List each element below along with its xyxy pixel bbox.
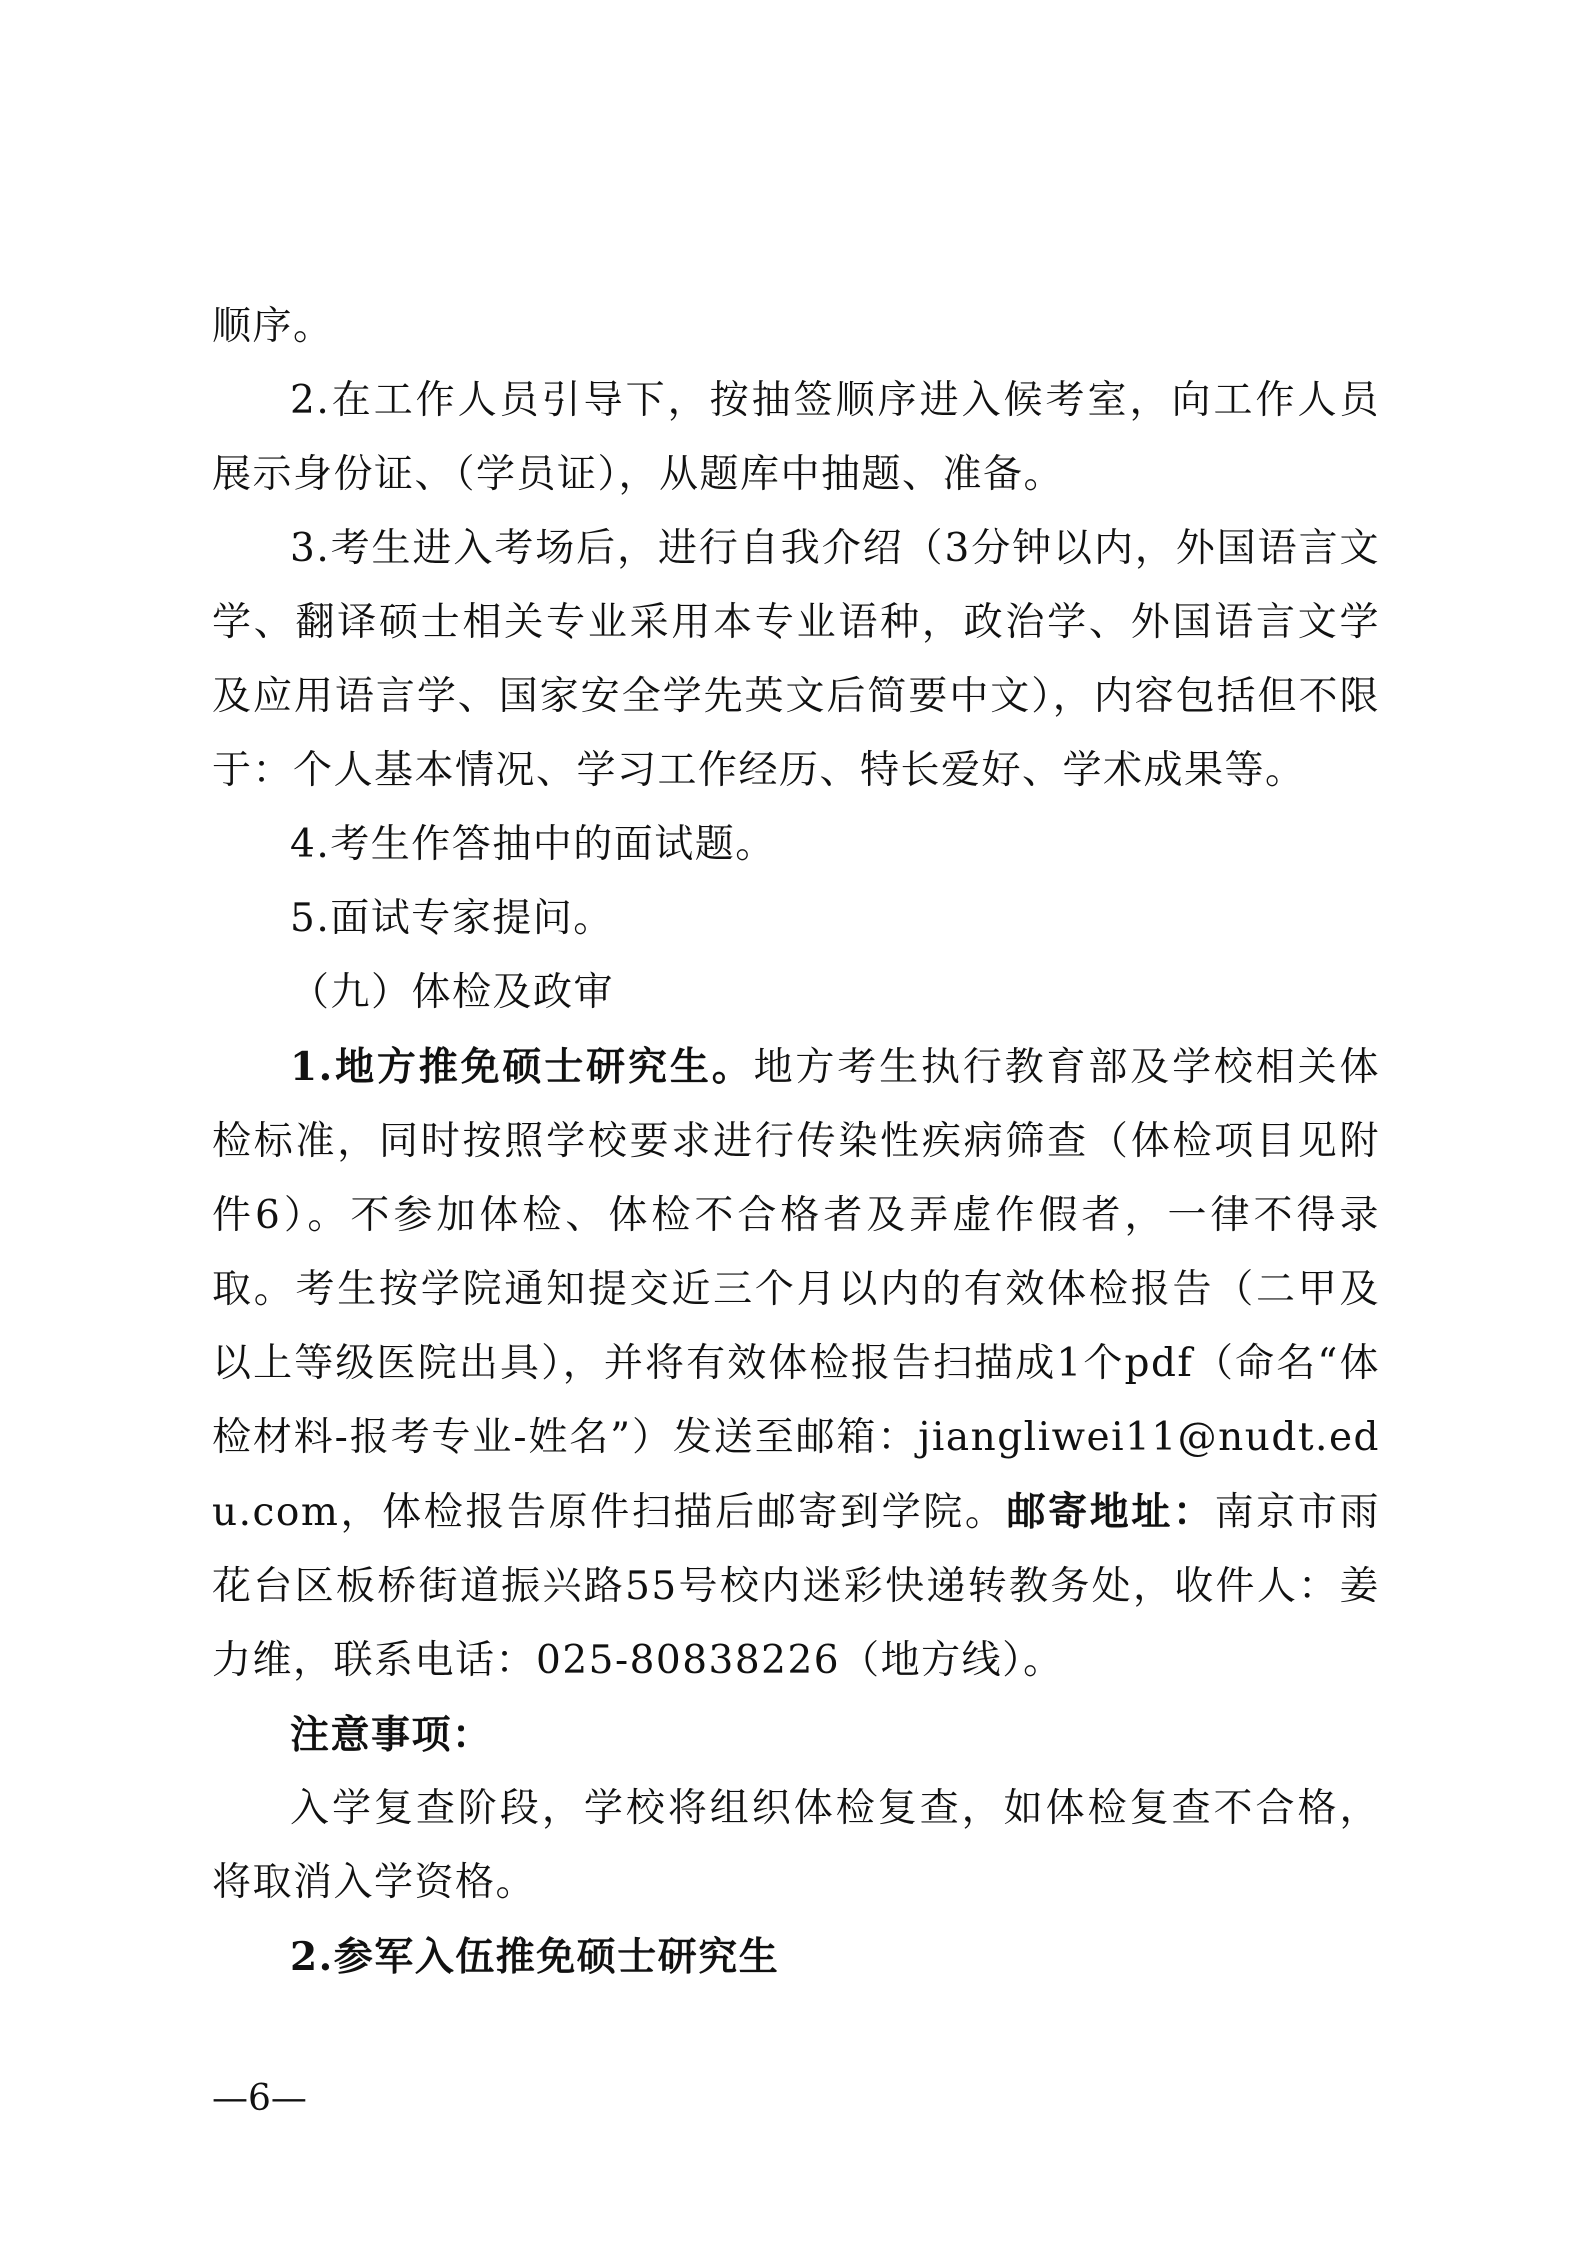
heading-military-recruits: 2.参军入伍推免硕士研究生 [290,1934,780,1980]
section-heading-physical-exam: （九）体检及政审 [290,970,615,1015]
paragraph-notice: 入学复查阶段，学校将组织体检复查，如体检复查不合格，将取消入学资格。 [212,1786,1380,1905]
paragraph-sequence-end: 顺序。 [212,304,334,349]
paragraph-local-exam [212,1030,1380,1698]
paragraph-step-3: 3.考生进入考场后，进行自我介绍（3分钟以内，外国语言文学、翻译硕士相关专业采用本专业语种，政治学、外国语言文学及应用语言学、国家安全学先英文后简要中文），内容包括但不限于：个人基本情况、学习工作经历、特长爱好、学术成果等。 [212,526,1380,793]
bold-lead-local: 1.地方推免硕士研究生。 [290,1044,754,1090]
paragraph-step-2: 2.在工作人员引导下，按抽签顺序进入候考室，向工作人员展示身份证、（学员证），从题库中抽题、准备。 [212,378,1380,497]
notice-heading: 注意事项： [290,1712,493,1758]
page-number: —6— [212,2078,307,2119]
bold-mailing-address-label: 邮寄地址： [1006,1489,1215,1535]
paragraph-step-4: 4.考生作答抽中的面试题。 [290,822,776,867]
paragraph-step-5: 5.面试专家提问。 [290,896,614,941]
mailing-address-text: 南京市雨花台区板桥街道振兴路55号校内迷彩快递转教务处，收件人：姜力维，联系电话：025-80838226（地方线）。 [212,1490,1380,1683]
document-body [212,290,1380,1994]
local-exam-body: 地方考生执行教育部及学校相关体检标准，同时按照学校要求进行传染性疾病筛查（体检项目见附件6）。不参加体检、体检不合格者及弄虚作假者，一律不得录取。考生按学院通知提交近三个月以内的有效体检报告（二甲及以上等级医院出具），并将有效体检报告扫描成1个pdf（命名“体检材料-报考专业-姓名”）发送至邮箱：jiangliwei11@nudt.edu.com，体检报告原件扫描后邮寄到学院。 [212,1045,1380,1535]
